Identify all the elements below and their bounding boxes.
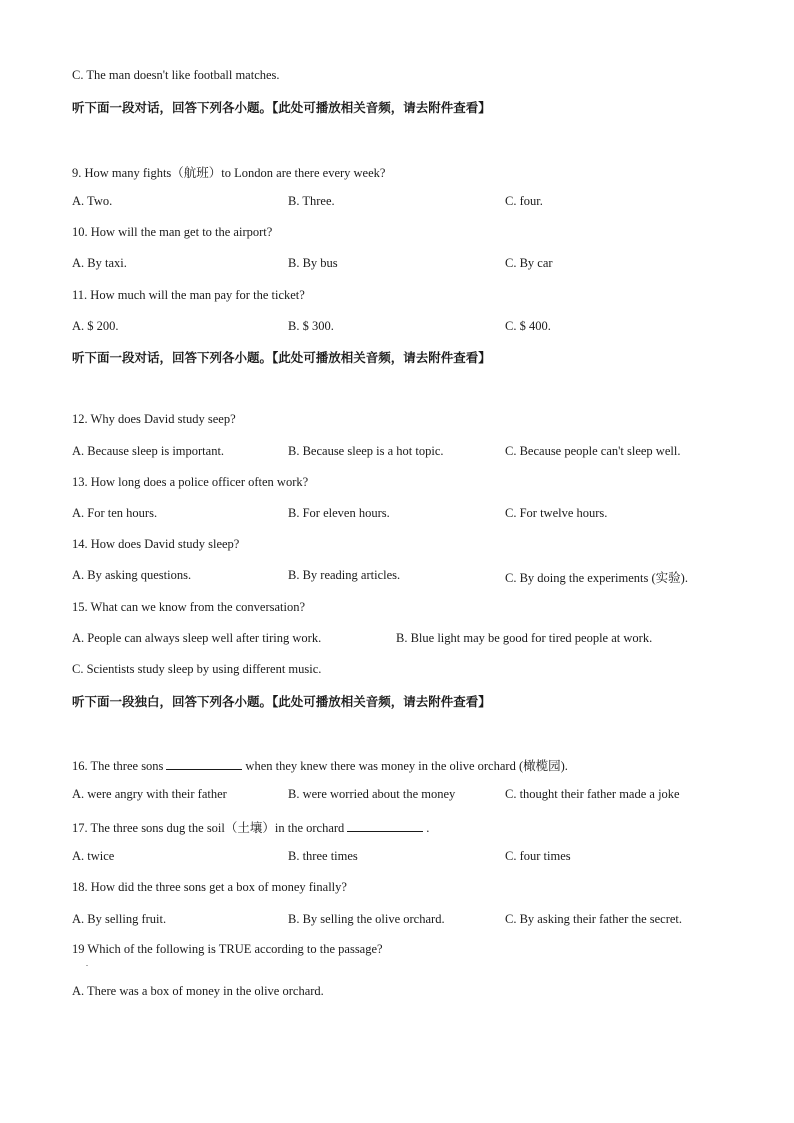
option-a: A. Because sleep is important. [72,444,225,458]
option-a: A. People can always sleep well after tiring work. [72,631,322,645]
option-text: C. The man doesn't like football matches. [72,68,280,82]
option-a: A. By selling fruit. [72,912,167,926]
question-17 [72,818,429,836]
option-a: A. By taxi. [72,256,127,270]
option-b: B. were worried about the money [288,787,456,801]
option-b: B. Because sleep is a hot topic. [288,444,444,458]
option-a: A. There was a box of money in the olive orchard. [72,984,324,998]
option-b: B. By bus [288,256,338,270]
option-c: C. By doing the experiments (实验). [505,571,688,585]
option-b: B. By selling the olive orchard. [288,912,445,926]
option-c: C. For twelve hours. [505,506,608,520]
option-b: B. three times [288,849,358,863]
question-text: . [426,821,430,835]
option-c: C. Scientists study sleep by using different music. [72,662,322,676]
question-10: 10. How will the man get to the airport? [72,225,273,239]
question-16 [72,756,568,774]
question-text: 16. The three sons [72,759,164,773]
question-12: 12. Why does David study seep? [72,412,236,426]
question-13: 13. How long does a police officer often work? [72,475,309,489]
answer-blank [166,759,242,770]
option-a: A. twice [72,849,115,863]
section-instruction: 听下面一段独白，回答下列各小题。【此处可播放相关音频，请去附件查看】 [72,694,491,709]
question-text: 17. The three sons dug the soil（土壤）in the orchard [72,821,345,835]
section-instruction: 听下面一段对话，回答下列各小题。【此处可播放相关音频，请去附件查看】 [72,100,491,115]
question-text: when they knew there was money in the olive orchard (橄榄园). [245,759,568,773]
question-11: 11. How much will the man pay for the ticket? [72,288,305,302]
option-b: B. For eleven hours. [288,506,390,520]
option-a: A. were angry with their father [72,787,227,801]
question-15: 15. What can we know from the conversation? [72,600,306,614]
option-b: B. Three. [288,194,335,208]
question-14: 14. How does David study sleep? [72,537,240,551]
option-a: A. By asking questions. [72,568,192,582]
option-c: C. four times [505,849,571,863]
option-c: C. $ 400. [505,319,551,333]
option-a: A. $ 200. [72,319,119,333]
option-b: B. $ 300. [288,319,334,333]
option-a: A. Two. [72,194,113,208]
answer-blank [347,821,423,832]
section-instruction: 听下面一段对话，回答下列各小题。【此处可播放相关音频，请去附件查看】 [72,350,491,365]
option-b: B. Blue light may be good for tired people at work. [396,631,653,645]
stray-dot: . [86,959,88,968]
option-c: C. By asking their father the secret. [505,912,683,926]
option-a: A. For ten hours. [72,506,158,520]
option-c: C. thought their father made a joke [505,787,680,801]
question-19: 19 Which of the following is TRUE according to the passage? [72,942,383,956]
question-9: 9. How many fights（航班）to London are there every week? [72,166,386,180]
option-c: C. Because people can't sleep well. [505,444,681,458]
option-c: C. By car [505,256,553,270]
option-c: C. four. [505,194,543,208]
option-b: B. By reading articles. [288,568,401,582]
question-18: 18. How did the three sons get a box of money finally? [72,880,347,894]
